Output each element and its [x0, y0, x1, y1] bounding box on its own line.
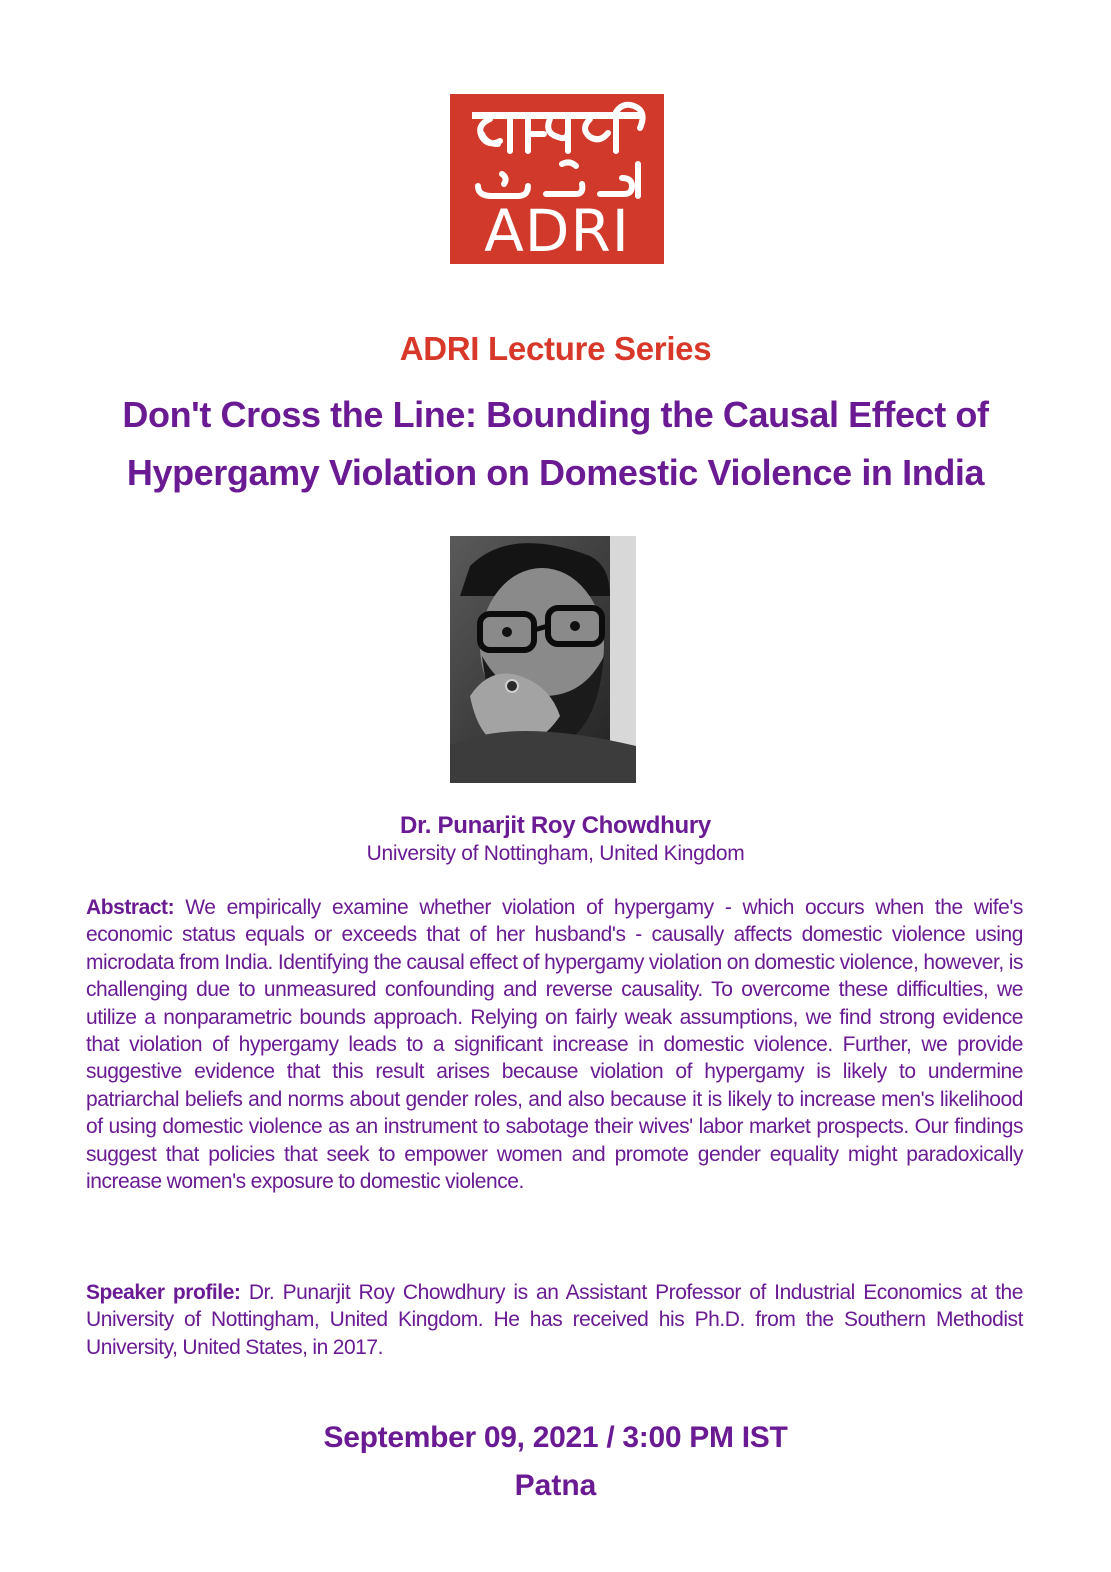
speaker-photo [450, 536, 636, 783]
series-title: ADRI Lecture Series [399, 330, 712, 367]
lecture-title-line-2: Hypergamy Violation on Domestic Violence in India [126, 452, 985, 493]
event-location: Patna [514, 1469, 597, 1502]
lecture-title-line-1: Don't Cross the Line: Bounding the Causal Effect of [122, 394, 989, 435]
logo-wordmark: ADRI [484, 197, 630, 264]
lecture-title [80, 386, 1031, 502]
abstract-paragraph [86, 894, 1023, 1195]
speaker-profile-label: Speaker profile: [86, 1281, 249, 1304]
abstract-label: Abstract: [86, 896, 186, 919]
speaker-affiliation: University of Nottingham, United Kingdom [366, 842, 745, 865]
speaker-profile-paragraph [86, 1279, 1023, 1361]
event-datetime: September 09, 2021 / 3:00 PM IST [323, 1421, 788, 1454]
speaker-portrait-icon [450, 536, 636, 783]
speaker-name: Dr. Punarjit Roy Chowdhury [400, 812, 711, 839]
adri-logo [450, 94, 664, 264]
speaker-profile-text: Dr. Punarjit Roy Chowdhury is an Assistant Professor of Industrial Economics at the University of Nottingham, United Kingdom. He has received his Ph.D. from the Southern Methodist University, United States, in 2017. [86, 1281, 1023, 1359]
abstract-text: We empirically examine whether violation of hypergamy - which occurs when the wife's economic status equals or exceeds that of her husband's - causally affects domestic violence using microdata from India. Identifying the causal effect of hypergamy violation on domestic violence, however, is challenging due to unmeasured confounding and reverse causality. To overcome these difficulties, we utilize a nonparametric bounds approach. Relying on fairly weak assumptions, we find strong evidence that violation of hypergamy leads to a significant increase in domestic violence. Further, we provide suggestive evidence that this result arises because violation of hypergamy is likely to undermine patriarchal beliefs and norms about gender roles, and also because it is likely to increase men's likelihood of using domestic violence as an instrument to sabotage their wives' labor market prospects. Our findings suggest that policies that seek to empower women and promote gender equality might paradoxically increase women's exposure to domestic violence. [86, 896, 1023, 1194]
